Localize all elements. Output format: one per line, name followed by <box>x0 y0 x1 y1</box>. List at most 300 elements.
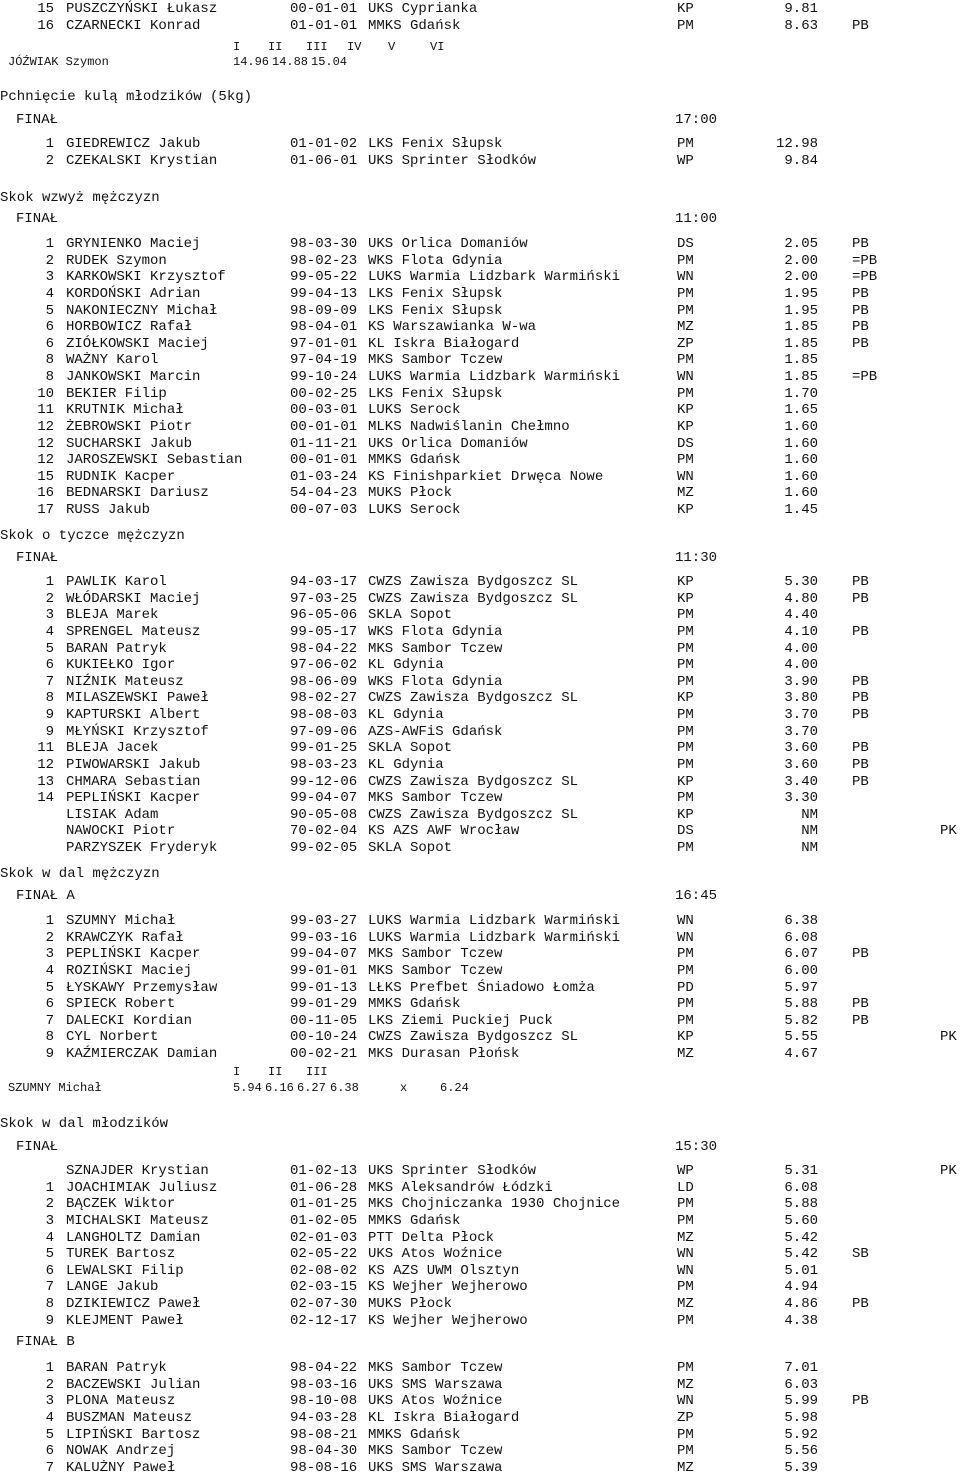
record-note: PB <box>852 574 869 590</box>
region-code: WN <box>677 929 694 946</box>
region-code: KP <box>677 690 694 707</box>
result: 5.97 <box>784 979 818 996</box>
region-code: DS <box>677 236 694 252</box>
result: 1.60 <box>784 468 818 485</box>
attempt-value: 6.27 <box>297 1081 326 1095</box>
record-note: PB <box>852 740 869 757</box>
region-code: PM <box>677 723 694 740</box>
birth-date: 99-10-24 <box>290 369 358 386</box>
club-name: CWZS Zawisza Bydgoszcz SL <box>368 590 579 607</box>
birth-date: 54-04-23 <box>290 485 358 502</box>
club-name: CWZS Zawisza Bydgoszcz SL <box>368 806 579 823</box>
club-name: LKS Fenix Słupsk <box>368 136 503 152</box>
birth-date: 99-02-05 <box>290 840 358 857</box>
athlete-name: PUSZCZYŃSKI Łukasz <box>66 1 218 17</box>
result: 6.38 <box>784 913 818 929</box>
birth-date: 98-03-16 <box>290 1376 358 1393</box>
region-code: KP <box>677 773 694 790</box>
club-name: LKS Fenix Słupsk <box>368 385 503 402</box>
birth-date: 00-07-03 <box>290 502 358 519</box>
attempt-header: III <box>306 1065 328 1079</box>
place-number: 9 <box>45 1046 54 1063</box>
place-number: 11 <box>37 402 54 419</box>
final-time: 11:00 <box>675 211 718 227</box>
place-number: 6 <box>45 1443 54 1460</box>
birth-date: 01-11-21 <box>290 435 358 452</box>
place-number: 2 <box>45 152 54 169</box>
region-code: WN <box>677 1246 694 1263</box>
region-code: KP <box>677 402 694 419</box>
athlete-name: KALUŻNY Paweł <box>66 1459 176 1476</box>
birth-date: 01-01-25 <box>290 1196 358 1213</box>
result: 2.05 <box>784 236 818 252</box>
result: 5.99 <box>784 1393 818 1410</box>
athlete-name: RUDEK Szymon <box>66 252 167 269</box>
birth-date: 02-08-02 <box>290 1262 358 1279</box>
region-code: PM <box>677 657 694 674</box>
birth-date: 00-01-01 <box>290 452 358 469</box>
club-name: MMKS Gdańsk <box>368 996 461 1013</box>
club-name: MUKS Płock <box>368 1296 453 1313</box>
place-number: 9 <box>45 723 54 740</box>
place-number: 11 <box>37 740 54 757</box>
club-name: WKS Flota Gdynia <box>368 673 503 690</box>
place-number: 12 <box>37 435 54 452</box>
club-name: KL Gdynia <box>368 657 444 674</box>
birth-date: 94-03-17 <box>290 574 358 590</box>
region-code: PM <box>677 302 694 319</box>
attempt-value: 6.16 <box>265 1081 294 1095</box>
athlete-name: PARZYSZEK Fryderyk <box>66 840 218 857</box>
club-name: PTT Delta Płock <box>368 1229 495 1246</box>
place-number: 6 <box>45 657 54 674</box>
birth-date: 96-05-06 <box>290 607 358 624</box>
result: 3.60 <box>784 740 818 757</box>
result: 4.67 <box>784 1046 818 1063</box>
birth-date: 01-02-05 <box>290 1212 358 1229</box>
region-code: PM <box>677 756 694 773</box>
region-code: WN <box>677 269 694 286</box>
attempt-value: 15.04 <box>311 55 348 69</box>
club-name: MKS Sambor Tczew <box>368 640 503 657</box>
birth-date: 98-08-03 <box>290 707 358 724</box>
birth-date: 97-03-25 <box>290 590 358 607</box>
club-name: LUKS Warmia Lidzbark Warmiński <box>368 929 621 946</box>
region-code: PM <box>677 1443 694 1460</box>
place-number: 2 <box>45 1376 54 1393</box>
result: 6.00 <box>784 962 818 979</box>
final-time: 16:45 <box>675 888 718 904</box>
region-code: PM <box>677 623 694 640</box>
result: 4.00 <box>784 640 818 657</box>
club-name: LUKS Serock <box>368 502 461 519</box>
result: 6.08 <box>784 1179 818 1196</box>
region-code: MZ <box>677 1376 694 1393</box>
athlete-name: KARKOWSKI Krzysztof <box>66 269 226 286</box>
birth-date: 97-01-01 <box>290 335 358 352</box>
birth-date: 99-04-07 <box>290 790 358 807</box>
athlete-name: LIPIŃSKI Bartosz <box>66 1426 201 1443</box>
athlete-name: CYL Norbert <box>66 1029 159 1046</box>
club-name: CWZS Zawisza Bydgoszcz SL <box>368 1029 579 1046</box>
region-code: PM <box>677 1212 694 1229</box>
club-name: MMKS Gdańsk <box>368 18 461 34</box>
athlete-name: ŁYSKAWY Przemysław <box>66 979 218 996</box>
region-code: DS <box>677 435 694 452</box>
result: 3.40 <box>784 773 818 790</box>
club-name: KL Gdynia <box>368 707 444 724</box>
place-number: 10 <box>37 385 54 402</box>
region-code: PD <box>677 979 694 996</box>
birth-date: 99-12-06 <box>290 773 358 790</box>
place-number: 7 <box>45 673 54 690</box>
result: 5.42 <box>784 1246 818 1263</box>
birth-date: 02-07-30 <box>290 1296 358 1313</box>
club-name: UKS Cyprianka <box>368 1 478 17</box>
club-name: MKS Sambor Tczew <box>368 962 503 979</box>
attempt-header: I <box>233 1065 241 1079</box>
result: 1.95 <box>784 302 818 319</box>
place-number: 8 <box>45 1029 54 1046</box>
result: 1.60 <box>784 452 818 469</box>
birth-date: 00-11-05 <box>290 1012 358 1029</box>
attempt-value: x <box>400 1081 408 1095</box>
club-name: UKS Orlica Domaniów <box>368 435 528 452</box>
region-code: WN <box>677 1262 694 1279</box>
region-code: PM <box>677 673 694 690</box>
region-code: PM <box>677 640 694 657</box>
result: 1.60 <box>784 485 818 502</box>
attempt-value: 14.96 <box>233 55 270 69</box>
result: 3.60 <box>784 756 818 773</box>
region-code: MZ <box>677 1296 694 1313</box>
club-name: MUKS Płock <box>368 485 453 502</box>
region-code: PM <box>677 136 694 152</box>
place-number: 6 <box>45 335 54 352</box>
athlete-name: NAKONIECZNY Michał <box>66 302 218 319</box>
athlete-name: KRAWCZYK Rafał <box>66 929 184 946</box>
event-title: Skok w dal mężczyzn <box>0 866 160 882</box>
athlete-name: TUREK Bartosz <box>66 1246 176 1263</box>
result: 3.80 <box>784 690 818 707</box>
birth-date: 70-02-04 <box>290 823 358 840</box>
pk-note: PK <box>940 1029 957 1046</box>
region-code: KP <box>677 502 694 519</box>
birth-date: 98-10-08 <box>290 1393 358 1410</box>
place-number: 8 <box>45 352 54 369</box>
record-note: PB <box>852 302 869 319</box>
birth-date: 99-01-01 <box>290 962 358 979</box>
region-code: KP <box>677 806 694 823</box>
place-number: 15 <box>37 468 54 485</box>
region-code: PM <box>677 996 694 1013</box>
athlete-name: LANGE Jakub <box>66 1279 159 1296</box>
place-number: 6 <box>45 319 54 336</box>
place-number: 2 <box>45 252 54 269</box>
result: 5.55 <box>784 1029 818 1046</box>
birth-date: 01-06-01 <box>290 152 358 169</box>
athlete-name: SPIECK Robert <box>66 996 176 1013</box>
place-number: 17 <box>37 502 54 519</box>
result: 4.40 <box>784 607 818 624</box>
athlete-name: LEWALSKI Filip <box>66 1262 184 1279</box>
region-code: KP <box>677 574 694 590</box>
place-number: 5 <box>45 302 54 319</box>
athlete-name: SUCHARSKI Jakub <box>66 435 193 452</box>
region-code: MZ <box>677 1229 694 1246</box>
result: 5.31 <box>784 1163 818 1179</box>
athlete-name: PEPLIŃSKI Kacper <box>66 790 201 807</box>
club-name: MKS Durasan Płońsk <box>368 1046 520 1063</box>
club-name: MMKS Gdańsk <box>368 1212 461 1229</box>
club-name: MMKS Gdańsk <box>368 452 461 469</box>
place-number: 3 <box>45 1212 54 1229</box>
record-note: PB <box>852 623 869 640</box>
record-note: PB <box>852 335 869 352</box>
athlete-name: NIŹNIK Mateusz <box>66 673 184 690</box>
athlete-name: CZARNECKI Konrad <box>66 18 201 34</box>
record-note: PB <box>852 707 869 724</box>
club-name: MKS Sambor Tczew <box>368 1360 503 1376</box>
region-code: MZ <box>677 485 694 502</box>
birth-date: 00-03-01 <box>290 402 358 419</box>
event-title: Skok wzwyż mężczyzn <box>0 190 160 206</box>
record-note: PB <box>852 756 869 773</box>
birth-date: 01-01-02 <box>290 136 358 152</box>
club-name: SKLA Sopot <box>368 607 453 624</box>
place-number: 1 <box>45 136 54 152</box>
result: 1.85 <box>784 352 818 369</box>
athlete-name: KAŹMIERCZAK Damian <box>66 1046 218 1063</box>
event-title: Skok o tyczce mężczyzn <box>0 528 185 544</box>
birth-date: 98-06-09 <box>290 673 358 690</box>
birth-date: 99-04-13 <box>290 285 358 302</box>
region-code: WP <box>677 152 694 169</box>
athlete-name: HORBOWICZ Rafał <box>66 319 193 336</box>
attempts-athlete-name: JÓŹWIAK Szymon <box>8 55 109 69</box>
place-number: 3 <box>45 607 54 624</box>
region-code: MZ <box>677 1046 694 1063</box>
record-note: SB <box>852 1246 869 1263</box>
final-label: FINAŁ <box>16 112 59 128</box>
region-code: PM <box>677 1196 694 1213</box>
final-time: 15:30 <box>675 1139 718 1155</box>
pk-note: PK <box>940 823 957 840</box>
region-code: PM <box>677 1012 694 1029</box>
record-note: PB <box>852 285 869 302</box>
place-number: 2 <box>45 1196 54 1213</box>
athlete-name: NAWOCKI Piotr <box>66 823 176 840</box>
club-name: MKS Sambor Tczew <box>368 946 503 963</box>
club-name: WKS Flota Gdynia <box>368 252 503 269</box>
athlete-name: RUSS Jakub <box>66 502 151 519</box>
birth-date: 00-10-24 <box>290 1029 358 1046</box>
region-code: PM <box>677 607 694 624</box>
attempt-value: 6.38 <box>330 1081 359 1095</box>
result: 5.98 <box>784 1409 818 1426</box>
result: NM <box>801 823 818 840</box>
place-number: 12 <box>37 756 54 773</box>
region-code: WN <box>677 369 694 386</box>
birth-date: 99-05-17 <box>290 623 358 640</box>
result: 5.30 <box>784 574 818 590</box>
athlete-name: SPRENGEL Mateusz <box>66 623 201 640</box>
place-number: 9 <box>45 707 54 724</box>
place-number: 6 <box>45 996 54 1013</box>
result: 1.85 <box>784 319 818 336</box>
birth-date: 98-03-30 <box>290 236 358 252</box>
club-name: LKS Fenix Słupsk <box>368 302 503 319</box>
result: 3.90 <box>784 673 818 690</box>
result: 2.00 <box>784 269 818 286</box>
record-note: PB <box>852 690 869 707</box>
club-name: UKS Orlica Domaniów <box>368 236 528 252</box>
club-name: KL Gdynia <box>368 756 444 773</box>
place-number: 16 <box>37 18 54 34</box>
record-note: PB <box>852 236 869 252</box>
region-code: WP <box>677 1163 694 1179</box>
result: 1.70 <box>784 385 818 402</box>
final-label: FINAŁ <box>16 550 59 566</box>
region-code: PM <box>677 1312 694 1329</box>
club-name: LKS Ziemi Puckiej Puck <box>368 1012 553 1029</box>
region-code: PM <box>677 1360 694 1376</box>
result: NM <box>801 806 818 823</box>
region-code: PM <box>677 707 694 724</box>
birth-date: 02-03-15 <box>290 1279 358 1296</box>
final-label: FINAŁ <box>16 1139 59 1155</box>
birth-date: 01-06-28 <box>290 1179 358 1196</box>
birth-date: 98-03-23 <box>290 756 358 773</box>
athlete-name: JANKOWSKI Marcin <box>66 369 201 386</box>
athlete-name: BLEJA Marek <box>66 607 159 624</box>
region-code: KP <box>677 1029 694 1046</box>
athlete-name: BEKIER Filip <box>66 385 167 402</box>
athlete-name: MŁYŃSKI Krzysztof <box>66 723 209 740</box>
club-name: LUKS Warmia Lidzbark Warmiński <box>368 369 621 386</box>
athlete-name: PIWOWARSKI Jakub <box>66 756 201 773</box>
club-name: LUKS Serock <box>368 402 461 419</box>
result: 5.39 <box>784 1459 818 1476</box>
result: 9.84 <box>784 152 818 169</box>
record-note: PB <box>852 673 869 690</box>
birth-date: 98-04-01 <box>290 319 358 336</box>
region-code: PM <box>677 840 694 857</box>
record-note: =PB <box>852 269 878 286</box>
club-name: SKLA Sopot <box>368 840 453 857</box>
result: 1.60 <box>784 418 818 435</box>
athlete-name: DZIKIEWICZ Paweł <box>66 1296 201 1313</box>
athlete-name: DALECKI Kordian <box>66 1012 193 1029</box>
attempt-value: 5.94 <box>233 1081 262 1095</box>
result: NM <box>801 840 818 857</box>
place-number: 14 <box>37 790 54 807</box>
club-name: SKLA Sopot <box>368 740 453 757</box>
attempt-value: 14.88 <box>272 55 309 69</box>
club-name: LKS Fenix Słupsk <box>368 285 503 302</box>
club-name: UKS Atos Woźnice <box>368 1393 503 1410</box>
result: 4.38 <box>784 1312 818 1329</box>
birth-date: 98-04-22 <box>290 1360 358 1376</box>
region-code: PM <box>677 1426 694 1443</box>
birth-date: 99-01-29 <box>290 996 358 1013</box>
birth-date: 97-06-02 <box>290 657 358 674</box>
attempt-header: II <box>268 1065 283 1079</box>
athlete-name: WŁÓDARSKI Maciej <box>66 590 201 607</box>
club-name: LUKS Warmia Lidzbark Warmiński <box>368 913 621 929</box>
place-number: 1 <box>45 236 54 252</box>
region-code: PM <box>677 452 694 469</box>
birth-date: 01-02-13 <box>290 1163 358 1179</box>
pk-note: PK <box>940 1163 957 1179</box>
place-number: 7 <box>45 1459 54 1476</box>
club-name: UKS Sprinter Słodków <box>368 152 537 169</box>
club-name: MKS Sambor Tczew <box>368 352 503 369</box>
place-number: 16 <box>37 485 54 502</box>
athlete-name: BĄCZEK Wiktor <box>66 1196 176 1213</box>
attempt-header: III <box>306 40 328 54</box>
place-number: 12 <box>37 418 54 435</box>
result: 2.00 <box>784 252 818 269</box>
club-name: CWZS Zawisza Bydgoszcz SL <box>368 690 579 707</box>
athlete-name: KORDOŃSKI Adrian <box>66 285 201 302</box>
club-name: KS Warszawianka W-wa <box>368 319 537 336</box>
result: 5.82 <box>784 1012 818 1029</box>
athlete-name: CHMARA Sebastian <box>66 773 201 790</box>
athlete-name: LISIAK Adam <box>66 806 159 823</box>
result: 1.45 <box>784 502 818 519</box>
athlete-name: BUSZMAN Mateusz <box>66 1409 193 1426</box>
birth-date: 00-02-21 <box>290 1046 358 1063</box>
attempt-header: V <box>388 40 396 54</box>
result: 4.80 <box>784 590 818 607</box>
athlete-name: PAWLIK Karol <box>66 574 167 590</box>
region-code: PM <box>677 285 694 302</box>
region-code: PM <box>677 740 694 757</box>
place-number: 13 <box>37 773 54 790</box>
final-time: 11:30 <box>675 550 718 566</box>
athlete-name: LANGHOLTZ Damian <box>66 1229 201 1246</box>
club-name: LŁKS Prefbet Śniadowo Łomża <box>368 979 595 996</box>
club-name: KS AZS AWF Wrocław <box>368 823 520 840</box>
place-number: 5 <box>45 640 54 657</box>
record-note: PB <box>852 590 869 607</box>
birth-date: 94-03-28 <box>290 1409 358 1426</box>
result: 5.60 <box>784 1212 818 1229</box>
record-note: PB <box>852 18 869 34</box>
region-code: LD <box>677 1179 694 1196</box>
club-name: UKS Sprinter Słodków <box>368 1163 537 1179</box>
club-name: KS Wejher Wejherowo <box>368 1312 528 1329</box>
record-note: PB <box>852 1296 869 1313</box>
birth-date: 01-03-24 <box>290 468 358 485</box>
region-code: ZP <box>677 1409 694 1426</box>
result: 6.07 <box>784 946 818 963</box>
athlete-name: NOWAK Andrzej <box>66 1443 176 1460</box>
result: 5.88 <box>784 996 818 1013</box>
result: 6.08 <box>784 929 818 946</box>
birth-date: 98-04-30 <box>290 1443 358 1460</box>
club-name: LUKS Warmia Lidzbark Warmiński <box>368 269 621 286</box>
place-number: 8 <box>45 369 54 386</box>
region-code: PM <box>677 946 694 963</box>
attempt-value: 6.24 <box>440 1081 469 1095</box>
result: 3.30 <box>784 790 818 807</box>
club-name: CWZS Zawisza Bydgoszcz SL <box>368 773 579 790</box>
region-code: PM <box>677 18 694 34</box>
athlete-name: BARAN Patryk <box>66 1360 167 1376</box>
result: 1.85 <box>784 335 818 352</box>
